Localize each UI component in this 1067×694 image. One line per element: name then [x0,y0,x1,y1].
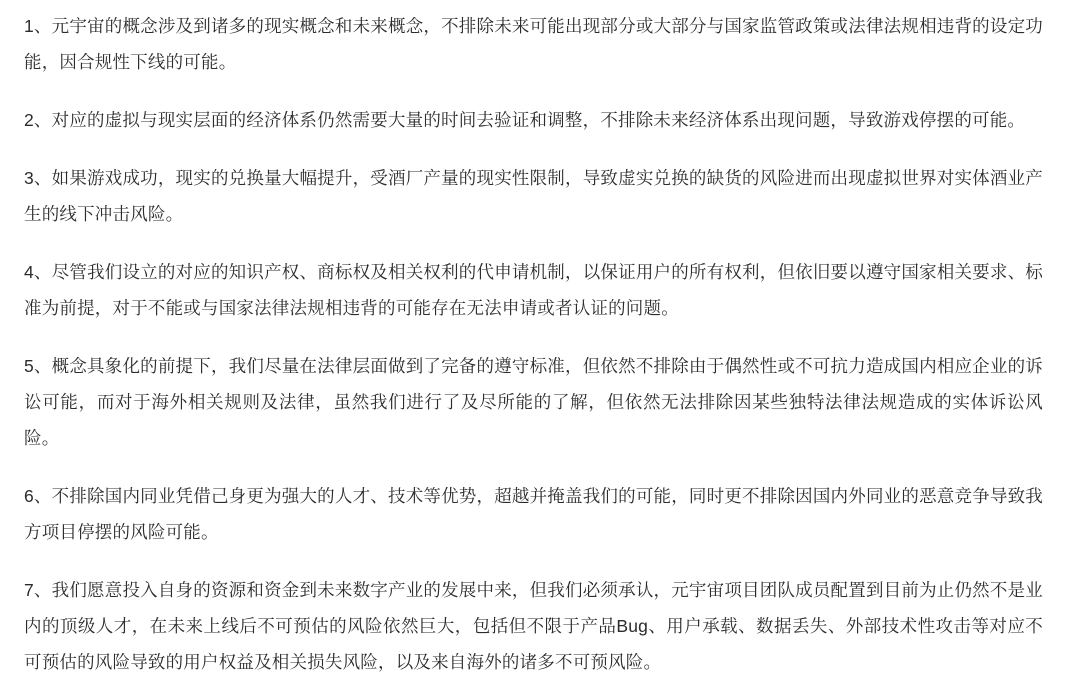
paragraph-4: 4、尽管我们设立的对应的知识产权、商标权及相关权利的代申请机制，以保证用户的所有权利，但依旧要以遵守国家相关要求、标准为前提，对于不能或与国家法律法规相违背的可能存在无法申请或者认证的问题。 [24,262,1043,318]
paragraph-1: 1、元宇宙的概念涉及到诸多的现实概念和未来概念，不排除未来可能出现部分或大部分与国家监管政策或法律法规相违背的设定功能，因合规性下线的可能。 [24,16,1043,72]
paragraph-2: 2、对应的虚拟与现实层面的经济体系仍然需要大量的时间去验证和调整，不排除未来经济体系出现问题，导致游戏停摆的可能。 [24,110,1026,130]
paragraph-5: 5、概念具象化的前提下，我们尽量在法律层面做到了完备的遵守标准，但依然不排除由于偶然性或不可抗力造成国内相应企业的诉讼可能，而对于海外相关规则及法律，虽然我们进行了及尽所能的了解，但依然无法排除因某些独特法律法规造成的实体诉讼风险。 [24,356,1043,448]
paragraph-3: 3、如果游戏成功，现实的兑换量大幅提升，受酒厂产量的现实性限制，导致虚实兑换的缺货的风险进而出现虚拟世界对实体酒业产生的线下冲击风险。 [24,168,1043,224]
paragraph-7: 7、我们愿意投入自身的资源和资金到未来数字产业的发展中来，但我们必须承认，元宇宙项目团队成员配置到目前为止仍然不是业内的顶级人才，在未来上线后不可预估的风险依然巨大，包括但不限于产品Bug、用户承载、数据丢失、外部技术性攻击等对应不可预估的风险导致的用户权益及相关损失风险，以及来自海外的诸多不可预风险。 [24,580,1043,672]
paragraph-6: 6、不排除国内同业凭借己身更为强大的人才、技术等优势，超越并掩盖我们的可能，同时更不排除因国内外同业的恶意竞争导致我方项目停摆的风险可能。 [24,486,1043,542]
